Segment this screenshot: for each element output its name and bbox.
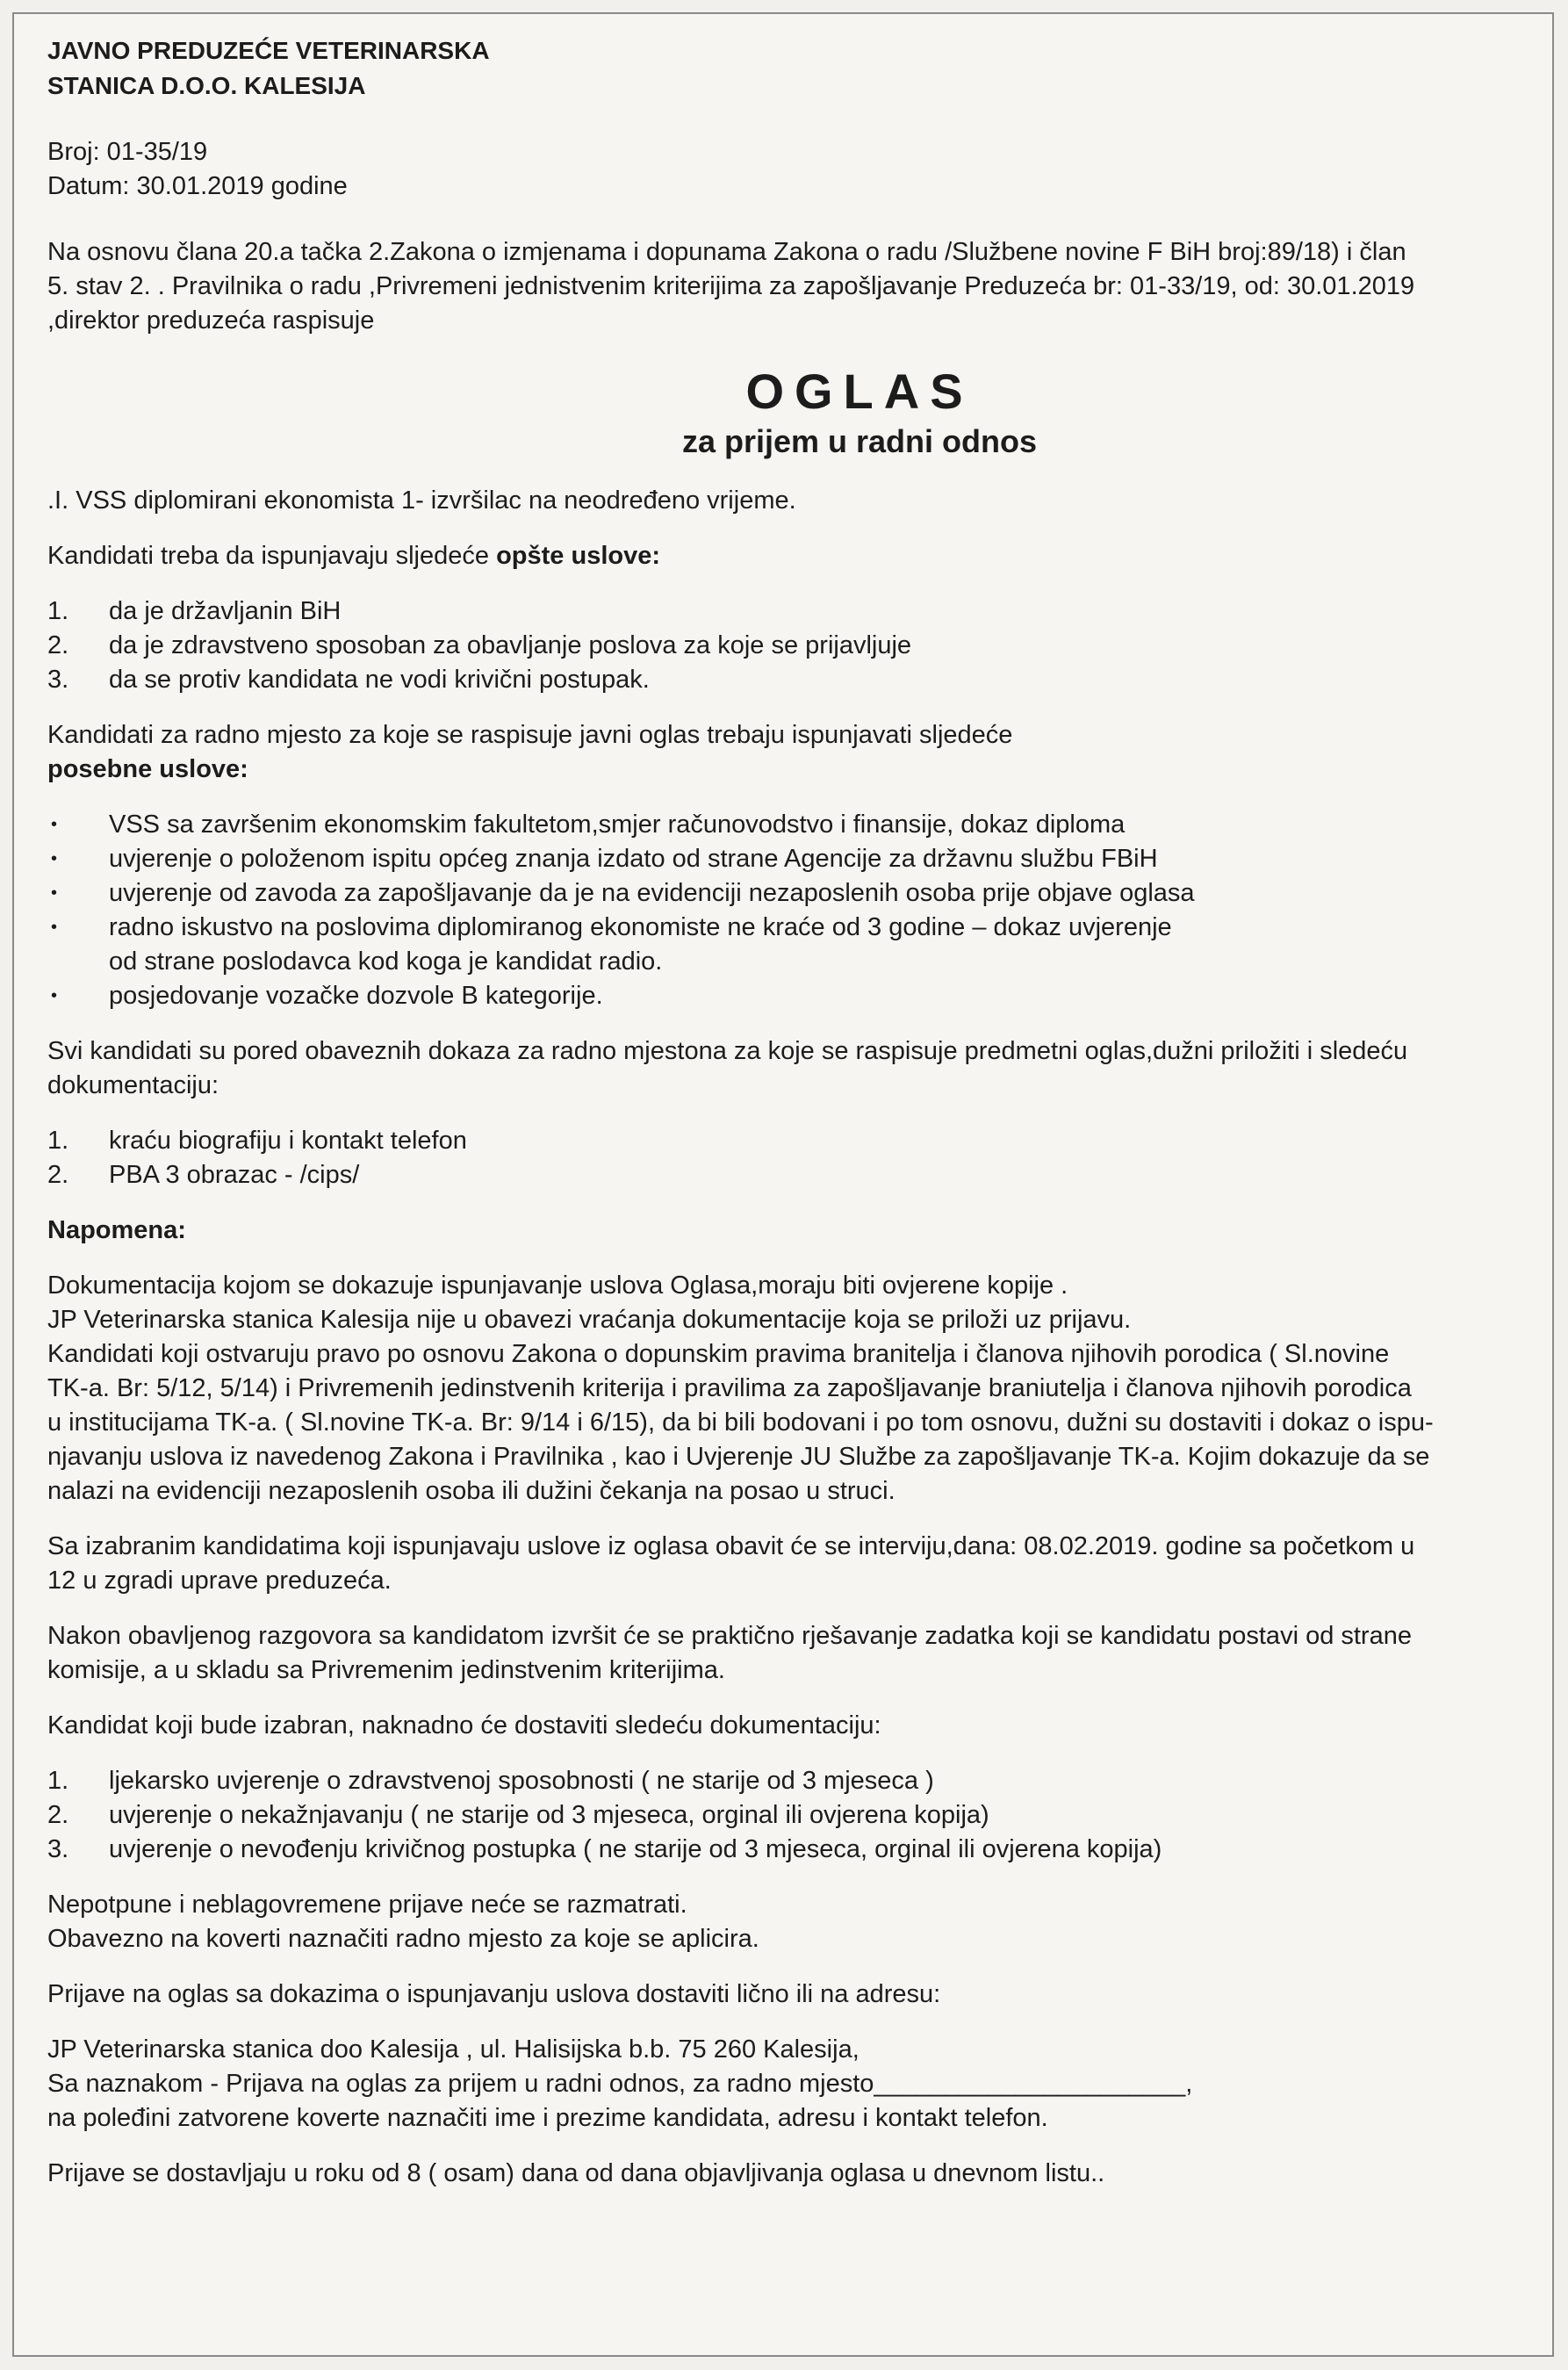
- intro-line3: ,direktor preduzeća raspisuje: [47, 306, 375, 335]
- closing-line1: Nepotpune i neblagovremene prijave neće se razmatrati.: [47, 1891, 687, 1919]
- page-subtitle: za prijem u radni odnos: [681, 423, 1038, 459]
- final-note: Prijave se dostavljaju u roku od 8 ( osam) dana od dana objavljivanja oglasa u dnevnom listu..: [47, 2159, 1105, 2187]
- item-text: da se protiv kandidata ne vodi krivični postupak.: [109, 666, 650, 694]
- list-item: [47, 1798, 1531, 1833]
- item-number: 2.: [47, 1161, 69, 1189]
- practical-line2: komisije, a u skladu sa Privremenim jedinstvenim kriterijima.: [47, 1656, 725, 1684]
- title-block: [47, 363, 1531, 463]
- item-text-continuation: od strane poslodavca kod koga je kandidat radio.: [109, 947, 663, 976]
- address-line2: Sa naznakom - Prijava na oglas za prijem u radni odnos, za radno mjesto______________________,: [47, 2070, 1193, 2098]
- item-text: uvjerenje o položenom ispitu općeg znanja izdato od strane Agencije za državnu službu FBiH: [109, 845, 1158, 873]
- napomena-line: Dokumentacija kojom se dokazuje ispunjavanje uslova Oglasa,moraju biti ovjerene kopije .: [47, 1271, 1068, 1300]
- list-item: [47, 911, 1531, 979]
- napomena-line: Kandidati koji ostvaruju pravo po osnovu Zakona o dopunskim pravima branitelja i članova njihovih porodica ( Sl.novine: [47, 1340, 1390, 1368]
- special-conditions-heading: posebne uslove:: [47, 755, 248, 783]
- item-text: ljekarsko uvjerenje o zdravstvenoj sposobnosti ( ne starije od 3 mjeseca ): [109, 1767, 934, 1795]
- napomena-line: njavanju uslova iz navedenog Zakona i Pravilnika , kao i Uvjerenje JU Službe za zapošljavanje TK-a. Kojim dokazuje da se: [47, 1443, 1430, 1471]
- napomena-heading: Napomena:: [47, 1216, 186, 1244]
- bullet-icon: •: [51, 918, 58, 937]
- item-text: VSS sa završenim ekonomskim fakultetom,smjer računovodstvo i finansije, dokaz diploma: [109, 810, 1126, 839]
- list-item: [47, 663, 1531, 697]
- address-line3: na poleđini zatvorene koverte naznačiti ime i prezime kandidata, adresu i kontakt telefon.: [47, 2104, 1048, 2132]
- item-text: PBA 3 obrazac - /cips/: [109, 1161, 360, 1189]
- interview-line1: Sa izabranim kandidatima koji ispunjavaju uslove iz oglasa obavit će se interviju,dana: 08.02.2019. godine sa početkom u: [47, 1532, 1415, 1560]
- item-text: uvjerenje o nevođenju krivičnog postupka ( ne starije od 3 mjeseca, orginal ili ovjerena kopija): [109, 1835, 1162, 1863]
- item-number: 1.: [47, 1127, 69, 1155]
- bullet-icon: •: [51, 883, 58, 903]
- general-conditions-lead: [47, 539, 1531, 573]
- special-conditions-list: [47, 808, 1531, 1013]
- general-lead-text: Kandidati treba da ispunjavaju sljedeće: [47, 542, 497, 570]
- item-text: da je zdravstveno sposoban za obavljanje poslova za koje se prijavljuje: [109, 631, 912, 659]
- item-number: 3.: [47, 1835, 69, 1863]
- item-text: da je državljanin BiH: [109, 597, 342, 625]
- document-date: Datum: 30.01.2019 godine: [47, 172, 348, 200]
- list-item: [47, 1764, 1531, 1798]
- bullet-icon: •: [51, 815, 58, 834]
- docs-line2: dokumentaciju:: [47, 1071, 219, 1099]
- org-name-line2: STANICA D.O.O. KALESIJA: [47, 72, 366, 99]
- item-text: kraću biografiju i kontakt telefon: [109, 1127, 467, 1155]
- list-item: [47, 594, 1531, 629]
- interview-line2: 12 u zgradi uprave preduzeća.: [47, 1567, 392, 1595]
- item-number: 1.: [47, 1767, 69, 1795]
- item-text: uvjerenje od zavoda za zapošljavanje da je na evidenciji nezaposlenih osoba prije objave oglasa: [109, 879, 1195, 907]
- item-text: posjedovanje vozačke dozvole B kategorije.: [109, 982, 603, 1010]
- closing-line3: Prijave na oglas sa dokazima o ispunjavanju uslova dostaviti lično ili na adresu:: [47, 1980, 941, 2008]
- item-text: uvjerenje o nekažnjavanju ( ne starije od 3 mjeseca, orginal ili ovjerena kopija): [109, 1801, 989, 1829]
- docs-line1: Svi kandidati su pored obaveznih dokaza za radno mjestona za koje se raspisuje predmetni oglas,dužni priložiti i sledeću: [47, 1037, 1408, 1065]
- practical-line1: Nakon obavljenog razgovora sa kandidatom izvršit će se praktično rješavanje zadatka koji se kandidatu postavi od strane: [47, 1622, 1412, 1650]
- org-name-line1: JAVNO PREDUZEĆE VETERINARSKA: [47, 37, 490, 64]
- closing-line2: Obavezno na koverti naznačiti radno mjesto za koje se aplicira.: [47, 1925, 759, 1953]
- bullet-icon: •: [51, 986, 58, 1005]
- selected-lead: Kandidat koji bude izabran, naknadno će dostaviti sledeću dokumentaciju:: [47, 1711, 881, 1740]
- intro-line2: 5. stav 2. . Pravilnika o radu ,Privremeni jednistvenim kriterijima za zapošljavanje Preduzeća br: 01-33/19, od: 30.01.2019: [47, 272, 1415, 300]
- special-conditions-lead: Kandidati za radno mjesto za koje se raspisuje javni oglas trebaju ispunjavati sljedeće: [47, 721, 1013, 749]
- general-conditions-list: [47, 594, 1531, 697]
- item-number: 1.: [47, 597, 69, 625]
- intro-line1: Na osnovu člana 20.a tačka 2.Zakona o izmjenama i dopunama Zakona o radu /Službene novine F BiH broj:89/18) i član: [47, 238, 1406, 266]
- selected-docs-list: [47, 1764, 1531, 1867]
- page-title: OGLAS: [745, 364, 974, 419]
- address-line1: JP Veterinarska stanica doo Kalesija , ul. Halisijska b.b. 75 260 Kalesija,: [47, 2035, 860, 2064]
- newspaper-clipping: [12, 12, 1554, 2357]
- list-item: [47, 842, 1531, 876]
- list-item: [47, 808, 1531, 842]
- item-number: 2.: [47, 631, 69, 659]
- position-line: .I. VSS diplomirani ekonomista 1- izvršilac na neodređeno vrijeme.: [47, 486, 796, 515]
- napomena-line: u institucijama TK-a. ( Sl.novine TK-a. Br: 9/14 i 6/15), da bi bili bodovani i po tom osnovu, dužni su dostaviti i dokaz o ispu-: [47, 1408, 1434, 1437]
- list-item: [47, 1158, 1531, 1192]
- reference-number: Broj: 01-35/19: [47, 138, 208, 166]
- list-item: [47, 876, 1531, 911]
- docs-list: [47, 1124, 1531, 1192]
- napomena-line: nalazi na evidenciji nezaposlenih osoba ili dužini čekanja na posao u struci.: [47, 1477, 895, 1505]
- item-number: 3.: [47, 666, 69, 694]
- list-item: [47, 1833, 1531, 1867]
- list-item: [47, 979, 1531, 1013]
- list-item: [47, 1124, 1531, 1158]
- napomena-line: JP Veterinarska stanica Kalesija nije u obavezi vraćanja dokumentacije koja se priloži uz prijavu.: [47, 1306, 1132, 1334]
- list-item: [47, 629, 1531, 663]
- general-lead-bold: opšte uslove:: [496, 542, 661, 570]
- item-text: radno iskustvo na poslovima diplomiranog ekonomiste ne kraće od 3 godine – dokaz uvjerenje: [109, 913, 1172, 941]
- bullet-icon: •: [51, 849, 58, 868]
- announcement-body: [47, 33, 1531, 2191]
- napomena-line: TK-a. Br: 5/12, 5/14) i Privremenih jedinstvenih kriterija i pravilima za zapošljavanje braniutelja i članova njihovih porodica: [47, 1374, 1412, 1402]
- item-number: 2.: [47, 1801, 69, 1829]
